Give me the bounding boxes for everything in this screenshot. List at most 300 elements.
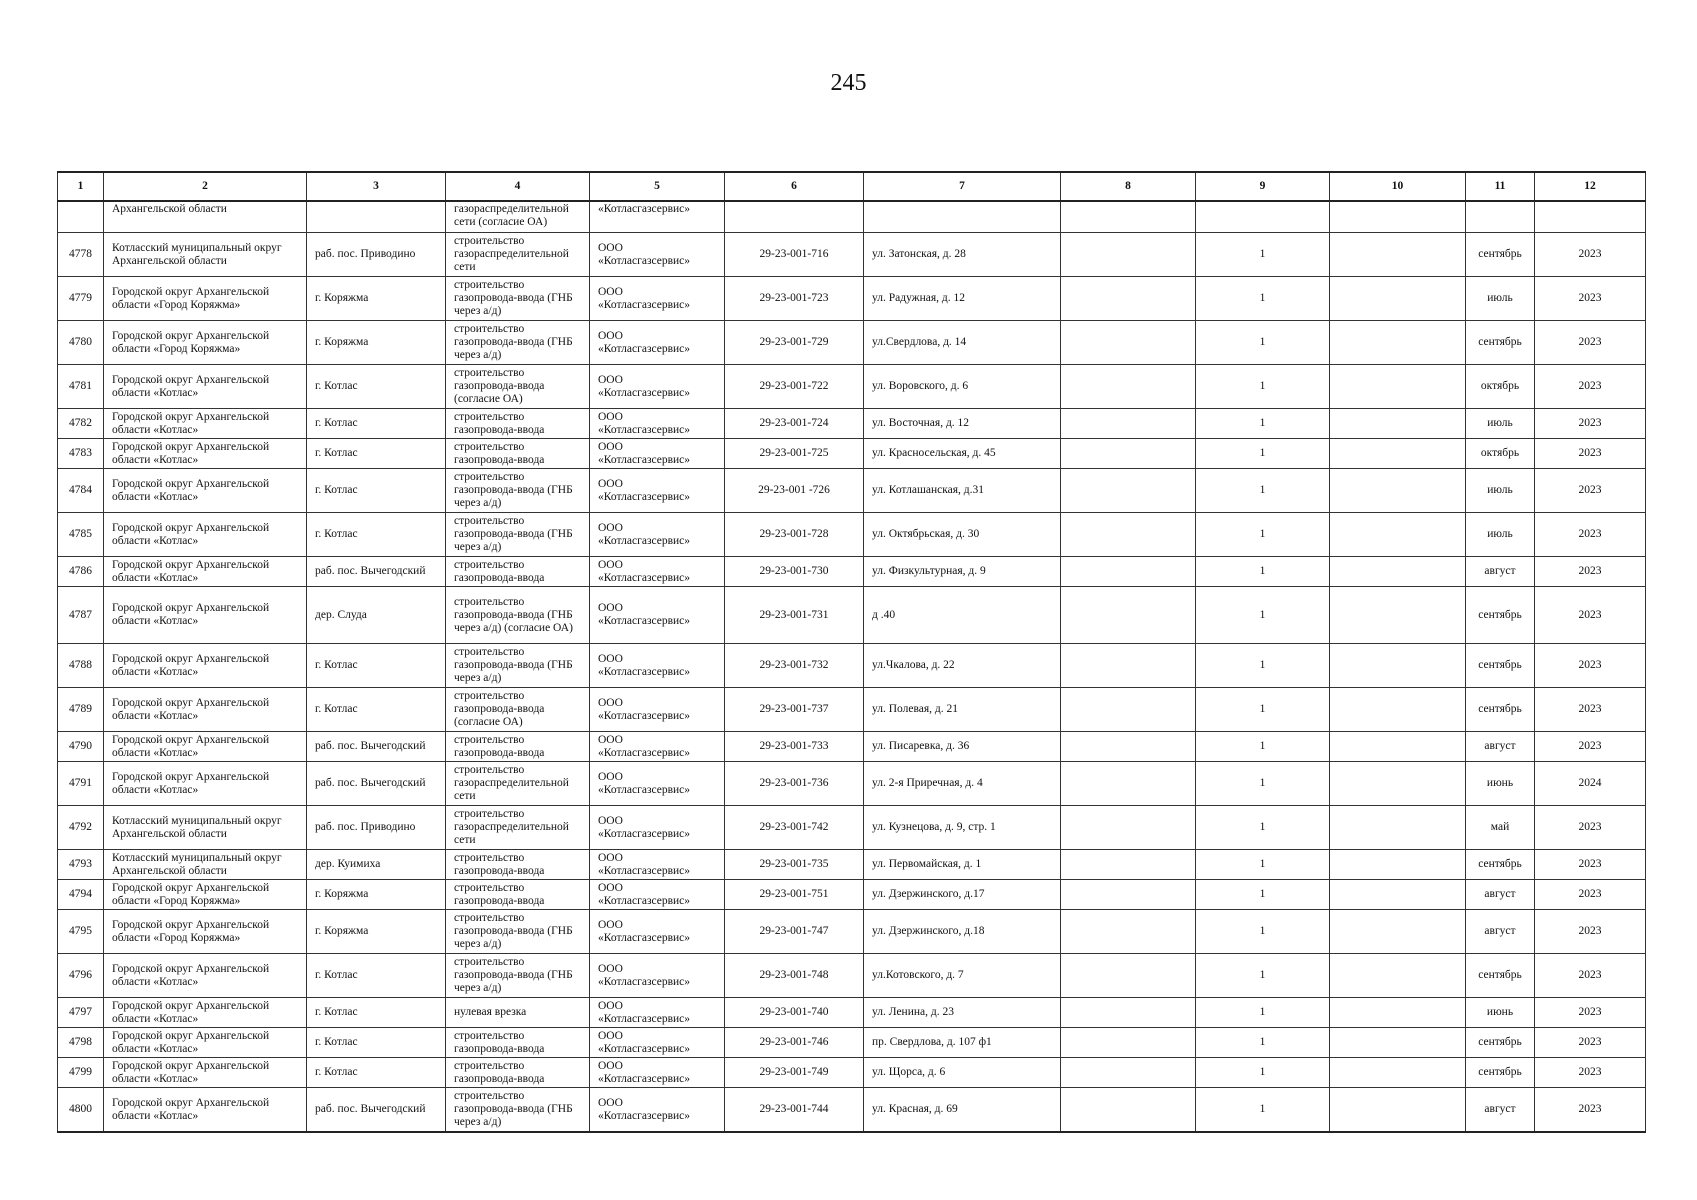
column-header: 5: [590, 172, 725, 201]
cell-col8: [1061, 1058, 1196, 1088]
cell-settlement: раб. пос. Вычегодский: [307, 557, 446, 587]
cell-year: 2023: [1535, 954, 1646, 998]
cell-settlement: г. Котлас: [307, 998, 446, 1028]
cell-district: Городской округ Архангельской области «Котлас»: [104, 439, 307, 469]
cell-col10: [1330, 557, 1466, 587]
column-header: 2: [104, 172, 307, 201]
cell-year: 2023: [1535, 806, 1646, 850]
cell-address: ул.Чкалова, д. 22: [864, 644, 1061, 688]
cell-code: 29-23-001-751: [725, 880, 864, 910]
cell-address: д .40: [864, 587, 1061, 644]
table-row: [58, 557, 1646, 587]
cell-district: Городской округ Архангельской области «Город Коряжма»: [104, 910, 307, 954]
cell-month: июнь: [1466, 998, 1535, 1028]
cell-month: август: [1466, 910, 1535, 954]
cell-settlement: раб. пос. Приводино: [307, 233, 446, 277]
cell-contractor: ООО «Котласгазсервис»: [590, 850, 725, 880]
cell-col8: [1061, 1028, 1196, 1058]
cell-col8: [1061, 644, 1196, 688]
cell-col9: 1: [1196, 513, 1330, 557]
cell-col9: 1: [1196, 469, 1330, 513]
cell-work: строительство газопровода-ввода (ГНБ через а/д): [446, 469, 590, 513]
cell-contractor: ООО «Котласгазсервис»: [590, 1088, 725, 1133]
cell-district: Котласский муниципальный округ Архангельской области: [104, 806, 307, 850]
cell-code: 29-23-001-746: [725, 1028, 864, 1058]
cell-address: ул. Красная, д. 69: [864, 1088, 1061, 1133]
cell-number: 4797: [58, 998, 104, 1028]
cell-col8: [1061, 732, 1196, 762]
cell-code: 29-23-001-748: [725, 954, 864, 998]
cell-month: июль: [1466, 469, 1535, 513]
cell-district: Городской округ Архангельской области «Котлас»: [104, 365, 307, 409]
cell-col10: [1330, 321, 1466, 365]
cell-year: 2023: [1535, 850, 1646, 880]
cell-address: [864, 201, 1061, 233]
cell-contractor: ООО «Котласгазсервис»: [590, 587, 725, 644]
cell-month: август: [1466, 557, 1535, 587]
cell-district: Городской округ Архангельской области «Котлас»: [104, 998, 307, 1028]
cell-month: август: [1466, 880, 1535, 910]
cell-work: строительство газопровода-ввода (ГНБ через а/д): [446, 910, 590, 954]
cell-year: 2024: [1535, 762, 1646, 806]
cell-col10: [1330, 513, 1466, 557]
cell-work: строительство газораспределительной сети: [446, 233, 590, 277]
cell-month: июль: [1466, 513, 1535, 557]
cell-address: ул. Затонская, д. 28: [864, 233, 1061, 277]
cell-district: Городской округ Архангельской области «Котлас»: [104, 469, 307, 513]
cell-number: 4792: [58, 806, 104, 850]
cell-contractor: ООО «Котласгазсервис»: [590, 762, 725, 806]
cell-col9: 1: [1196, 233, 1330, 277]
table-row: [58, 321, 1646, 365]
cell-work: строительство газопровода-ввода: [446, 409, 590, 439]
cell-contractor: ООО «Котласгазсервис»: [590, 233, 725, 277]
cell-work: строительство газопровода-ввода (ГНБ через а/д): [446, 1088, 590, 1133]
cell-district: Городской округ Архангельской области «Котлас»: [104, 688, 307, 732]
cell-number: 4800: [58, 1088, 104, 1133]
table-row: [58, 850, 1646, 880]
table-row: [58, 880, 1646, 910]
cell-year: 2023: [1535, 688, 1646, 732]
cell-month: октябрь: [1466, 365, 1535, 409]
continuation-row: [58, 201, 1646, 233]
cell-district: Городской округ Архангельской области «Котлас»: [104, 409, 307, 439]
cell-settlement: г. Котлас: [307, 469, 446, 513]
cell-code: 29-23-001-725: [725, 439, 864, 469]
cell-col8: [1061, 513, 1196, 557]
cell-code: 29-23-001-733: [725, 732, 864, 762]
cell-col10: [1330, 469, 1466, 513]
cell-address: ул. Физкультурная, д. 9: [864, 557, 1061, 587]
cell-contractor: «Котласгазсервис»: [590, 201, 725, 233]
cell-contractor: ООО «Котласгазсервис»: [590, 806, 725, 850]
cell-code: 29-23-001-730: [725, 557, 864, 587]
cell-year: 2023: [1535, 513, 1646, 557]
cell-col10: [1330, 688, 1466, 732]
cell-number: 4793: [58, 850, 104, 880]
cell-col9: 1: [1196, 806, 1330, 850]
cell-number: 4779: [58, 277, 104, 321]
cell-contractor: ООО «Котласгазсервис»: [590, 439, 725, 469]
cell-district: Городской округ Архангельской области «Город Коряжма»: [104, 880, 307, 910]
cell-number: 4791: [58, 762, 104, 806]
cell-contractor: ООО «Котласгазсервис»: [590, 688, 725, 732]
cell-work: газораспределительной сети (согласие ОА): [446, 201, 590, 233]
cell-col8: [1061, 880, 1196, 910]
cell-settlement: г. Котлас: [307, 365, 446, 409]
cell-col10: [1330, 277, 1466, 321]
table-row: [58, 910, 1646, 954]
cell-year: 2023: [1535, 880, 1646, 910]
column-header: 9: [1196, 172, 1330, 201]
cell-contractor: ООО «Котласгазсервис»: [590, 954, 725, 998]
cell-col9: 1: [1196, 439, 1330, 469]
cell-code: 29-23-001-744: [725, 1088, 864, 1133]
cell-col9: 1: [1196, 644, 1330, 688]
cell-work: строительство газопровода-ввода (ГНБ через а/д): [446, 644, 590, 688]
cell-col8: [1061, 557, 1196, 587]
cell-col9: 1: [1196, 277, 1330, 321]
cell-settlement: г. Коряжма: [307, 880, 446, 910]
cell-work: строительство газопровода-ввода (ГНБ через а/д): [446, 954, 590, 998]
cell-code: 29-23-001-729: [725, 321, 864, 365]
cell-month: [1466, 201, 1535, 233]
cell-number: 4787: [58, 587, 104, 644]
cell-work: строительство газопровода-ввода (согласие ОА): [446, 688, 590, 732]
cell-settlement: раб. пос. Приводино: [307, 806, 446, 850]
cell-month: май: [1466, 806, 1535, 850]
cell-col10: [1330, 850, 1466, 880]
cell-district: Городской округ Архангельской области «Котлас»: [104, 587, 307, 644]
cell-code: 29-23-001-724: [725, 409, 864, 439]
cell-work: строительство газопровода-ввода (согласие ОА): [446, 365, 590, 409]
column-header: 7: [864, 172, 1061, 201]
cell-code: 29-23-001-723: [725, 277, 864, 321]
cell-year: 2023: [1535, 587, 1646, 644]
cell-contractor: ООО «Котласгазсервис»: [590, 557, 725, 587]
cell-contractor: ООО «Котласгазсервис»: [590, 365, 725, 409]
cell-address: ул. Восточная, д. 12: [864, 409, 1061, 439]
cell-month: сентябрь: [1466, 321, 1535, 365]
cell-number: 4782: [58, 409, 104, 439]
cell-code: 29-23-001-742: [725, 806, 864, 850]
cell-work: строительство газопровода-ввода (ГНБ через а/д) (согласие ОА): [446, 587, 590, 644]
cell-year: 2023: [1535, 910, 1646, 954]
cell-number: 4794: [58, 880, 104, 910]
cell-code: 29-23-001-728: [725, 513, 864, 557]
cell-year: 2023: [1535, 998, 1646, 1028]
cell-address: ул.Котовского, д. 7: [864, 954, 1061, 998]
cell-district: Архангельской области: [104, 201, 307, 233]
cell-month: июнь: [1466, 762, 1535, 806]
cell-district: Городской округ Архангельской области «Город Коряжма»: [104, 277, 307, 321]
cell-year: 2023: [1535, 1088, 1646, 1133]
cell-contractor: ООО «Котласгазсервис»: [590, 732, 725, 762]
cell-work: строительство газопровода-ввода: [446, 880, 590, 910]
column-header: 4: [446, 172, 590, 201]
cell-month: август: [1466, 732, 1535, 762]
table-row: [58, 806, 1646, 850]
cell-col10: [1330, 762, 1466, 806]
cell-col9: 1: [1196, 762, 1330, 806]
cell-col9: 1: [1196, 998, 1330, 1028]
cell-code: 29-23-001-736: [725, 762, 864, 806]
cell-work: строительство газопровода-ввода (ГНБ через а/д): [446, 277, 590, 321]
cell-settlement: г. Коряжма: [307, 277, 446, 321]
cell-year: 2023: [1535, 1028, 1646, 1058]
cell-col10: [1330, 644, 1466, 688]
cell-col10: [1330, 1058, 1466, 1088]
cell-col8: [1061, 998, 1196, 1028]
cell-district: Городской округ Архангельской области «Котлас»: [104, 1028, 307, 1058]
cell-code: 29-23-001-740: [725, 998, 864, 1028]
cell-work: строительство газораспределительной сети: [446, 806, 590, 850]
cell-contractor: ООО «Котласгазсервис»: [590, 880, 725, 910]
cell-contractor: ООО «Котласгазсервис»: [590, 998, 725, 1028]
cell-number: 4783: [58, 439, 104, 469]
cell-settlement: г. Котлас: [307, 688, 446, 732]
column-header: 1: [58, 172, 104, 201]
cell-settlement: [307, 201, 446, 233]
cell-address: ул. Ленина, д. 23: [864, 998, 1061, 1028]
table-row: [58, 277, 1646, 321]
cell-address: ул. Кузнецова, д. 9, стр. 1: [864, 806, 1061, 850]
cell-contractor: ООО «Котласгазсервис»: [590, 513, 725, 557]
cell-address: пр. Свердлова, д. 107 ф1: [864, 1028, 1061, 1058]
column-header: 3: [307, 172, 446, 201]
cell-col8: [1061, 762, 1196, 806]
cell-col9: 1: [1196, 910, 1330, 954]
cell-work: строительство газопровода-ввода (ГНБ через а/д): [446, 321, 590, 365]
cell-settlement: раб. пос. Вычегодский: [307, 762, 446, 806]
cell-col10: [1330, 439, 1466, 469]
cell-number: [58, 201, 104, 233]
table-row: [58, 1028, 1646, 1058]
cell-address: ул. Дзержинского, д.17: [864, 880, 1061, 910]
cell-month: июль: [1466, 409, 1535, 439]
table-row: [58, 513, 1646, 557]
cell-contractor: ООО «Котласгазсервис»: [590, 469, 725, 513]
cell-settlement: г. Котлас: [307, 954, 446, 998]
cell-col8: [1061, 954, 1196, 998]
cell-contractor: ООО «Котласгазсервис»: [590, 1058, 725, 1088]
cell-col8: [1061, 469, 1196, 513]
cell-month: август: [1466, 1088, 1535, 1133]
table-row: [58, 1058, 1646, 1088]
cell-district: Городской округ Архангельской области «Город Коряжма»: [104, 321, 307, 365]
cell-code: 29-23-001-747: [725, 910, 864, 954]
cell-contractor: ООО «Котласгазсервис»: [590, 321, 725, 365]
cell-address: ул. Октябрьская, д. 30: [864, 513, 1061, 557]
table-row: [58, 469, 1646, 513]
table-row: [58, 732, 1646, 762]
cell-contractor: ООО «Котласгазсервис»: [590, 1028, 725, 1058]
cell-number: 4795: [58, 910, 104, 954]
cell-col10: [1330, 365, 1466, 409]
cell-month: сентябрь: [1466, 587, 1535, 644]
cell-col9: 1: [1196, 732, 1330, 762]
table-row: [58, 1088, 1646, 1133]
column-header: 6: [725, 172, 864, 201]
cell-number: 4784: [58, 469, 104, 513]
cell-col10: [1330, 806, 1466, 850]
cell-col10: [1330, 587, 1466, 644]
page-number: 245: [830, 70, 867, 96]
cell-code: 29-23-001-737: [725, 688, 864, 732]
cell-col9: 1: [1196, 1058, 1330, 1088]
cell-col8: [1061, 277, 1196, 321]
table-row: [58, 954, 1646, 998]
cell-contractor: ООО «Котласгазсервис»: [590, 644, 725, 688]
cell-settlement: г. Котлас: [307, 644, 446, 688]
cell-col10: [1330, 1088, 1466, 1133]
cell-year: 2023: [1535, 557, 1646, 587]
cell-settlement: г. Котлас: [307, 1058, 446, 1088]
cell-district: Городской округ Архангельской области «Котлас»: [104, 1058, 307, 1088]
cell-number: 4788: [58, 644, 104, 688]
cell-col8: [1061, 365, 1196, 409]
cell-address: ул. Дзержинского, д.18: [864, 910, 1061, 954]
cell-address: ул. Писаревка, д. 36: [864, 732, 1061, 762]
cell-month: сентябрь: [1466, 688, 1535, 732]
cell-number: 4796: [58, 954, 104, 998]
cell-month: сентябрь: [1466, 1058, 1535, 1088]
cell-code: 29-23-001-749: [725, 1058, 864, 1088]
cell-district: Городской округ Архангельской области «Котлас»: [104, 954, 307, 998]
cell-year: 2023: [1535, 644, 1646, 688]
cell-year: 2023: [1535, 365, 1646, 409]
cell-code: 29-23-001-735: [725, 850, 864, 880]
cell-work: строительство газопровода-ввода: [446, 439, 590, 469]
cell-col10: [1330, 732, 1466, 762]
column-header: 10: [1330, 172, 1466, 201]
cell-settlement: г. Котлас: [307, 439, 446, 469]
cell-col8: [1061, 439, 1196, 469]
cell-year: 2023: [1535, 277, 1646, 321]
cell-col8: [1061, 1088, 1196, 1133]
cell-col10: [1330, 233, 1466, 277]
cell-month: сентябрь: [1466, 233, 1535, 277]
cell-address: ул. Первомайская, д. 1: [864, 850, 1061, 880]
cell-settlement: дер. Слуда: [307, 587, 446, 644]
cell-col9: 1: [1196, 321, 1330, 365]
cell-col8: [1061, 201, 1196, 233]
table-row: [58, 644, 1646, 688]
cell-year: 2023: [1535, 469, 1646, 513]
cell-col10: [1330, 409, 1466, 439]
cell-district: Котласский муниципальный округ Архангельской области: [104, 233, 307, 277]
cell-address: ул. Щорса, д. 6: [864, 1058, 1061, 1088]
header-row: [58, 172, 1646, 201]
cell-year: 2023: [1535, 439, 1646, 469]
table-row: [58, 409, 1646, 439]
cell-col10: [1330, 954, 1466, 998]
cell-address: ул. 2-я Приречная, д. 4: [864, 762, 1061, 806]
cell-address: ул. Котлашанская, д.31: [864, 469, 1061, 513]
cell-col10: [1330, 880, 1466, 910]
cell-address: ул.Свердлова, д. 14: [864, 321, 1061, 365]
cell-col8: [1061, 688, 1196, 732]
table-row: [58, 688, 1646, 732]
cell-settlement: г. Котлас: [307, 1028, 446, 1058]
cell-col9: 1: [1196, 557, 1330, 587]
cell-settlement: г. Котлас: [307, 513, 446, 557]
cell-code: 29-23-001-731: [725, 587, 864, 644]
cell-settlement: раб. пос. Вычегодский: [307, 1088, 446, 1133]
cell-col9: 1: [1196, 587, 1330, 644]
cell-number: 4778: [58, 233, 104, 277]
cell-month: сентябрь: [1466, 644, 1535, 688]
cell-col8: [1061, 806, 1196, 850]
cell-district: Городской округ Архангельской области «Котлас»: [104, 732, 307, 762]
cell-contractor: ООО «Котласгазсервис»: [590, 277, 725, 321]
cell-code: 29-23-001 -726: [725, 469, 864, 513]
cell-work: строительство газопровода-ввода: [446, 1028, 590, 1058]
cell-col9: 1: [1196, 365, 1330, 409]
cell-work: строительство газопровода-ввода: [446, 557, 590, 587]
cell-settlement: г. Коряжма: [307, 910, 446, 954]
cell-code: 29-23-001-716: [725, 233, 864, 277]
cell-address: ул. Воровского, д. 6: [864, 365, 1061, 409]
cell-work: строительство газопровода-ввода: [446, 850, 590, 880]
table-row: [58, 233, 1646, 277]
cell-work: нулевая врезка: [446, 998, 590, 1028]
table-row: [58, 365, 1646, 409]
column-header: 12: [1535, 172, 1646, 201]
cell-contractor: ООО «Котласгазсервис»: [590, 910, 725, 954]
cell-district: Городской округ Архангельской области «Котлас»: [104, 513, 307, 557]
cell-col10: [1330, 1028, 1466, 1058]
cell-col9: 1: [1196, 954, 1330, 998]
cell-month: октябрь: [1466, 439, 1535, 469]
column-header: 8: [1061, 172, 1196, 201]
cell-code: 29-23-001-722: [725, 365, 864, 409]
cell-col9: 1: [1196, 688, 1330, 732]
cell-address: ул. Радужная, д. 12: [864, 277, 1061, 321]
cell-settlement: дер. Куимиха: [307, 850, 446, 880]
cell-number: 4781: [58, 365, 104, 409]
cell-number: 4786: [58, 557, 104, 587]
cell-year: 2023: [1535, 409, 1646, 439]
cell-col9: 1: [1196, 1028, 1330, 1058]
cell-district: Городской округ Архангельской области «Котлас»: [104, 762, 307, 806]
cell-settlement: г. Котлас: [307, 409, 446, 439]
table-row: [58, 439, 1646, 469]
cell-col8: [1061, 409, 1196, 439]
cell-year: [1535, 201, 1646, 233]
cell-month: сентябрь: [1466, 850, 1535, 880]
table-row: [58, 587, 1646, 644]
cell-year: 2023: [1535, 1058, 1646, 1088]
cell-col9: 1: [1196, 880, 1330, 910]
cell-col8: [1061, 850, 1196, 880]
cell-col10: [1330, 998, 1466, 1028]
cell-year: 2023: [1535, 233, 1646, 277]
cell-work: строительство газопровода-ввода (ГНБ через а/д): [446, 513, 590, 557]
cell-address: ул. Красносельская, д. 45: [864, 439, 1061, 469]
registry-table: [57, 171, 1646, 1133]
cell-year: 2023: [1535, 732, 1646, 762]
cell-col9: 1: [1196, 850, 1330, 880]
cell-work: строительство газораспределительной сети: [446, 762, 590, 806]
cell-district: Городской округ Архангельской области «Котлас»: [104, 557, 307, 587]
cell-number: 4798: [58, 1028, 104, 1058]
table-row: [58, 762, 1646, 806]
cell-col9: 1: [1196, 409, 1330, 439]
cell-contractor: ООО «Котласгазсервис»: [590, 409, 725, 439]
cell-year: 2023: [1535, 321, 1646, 365]
cell-number: 4790: [58, 732, 104, 762]
